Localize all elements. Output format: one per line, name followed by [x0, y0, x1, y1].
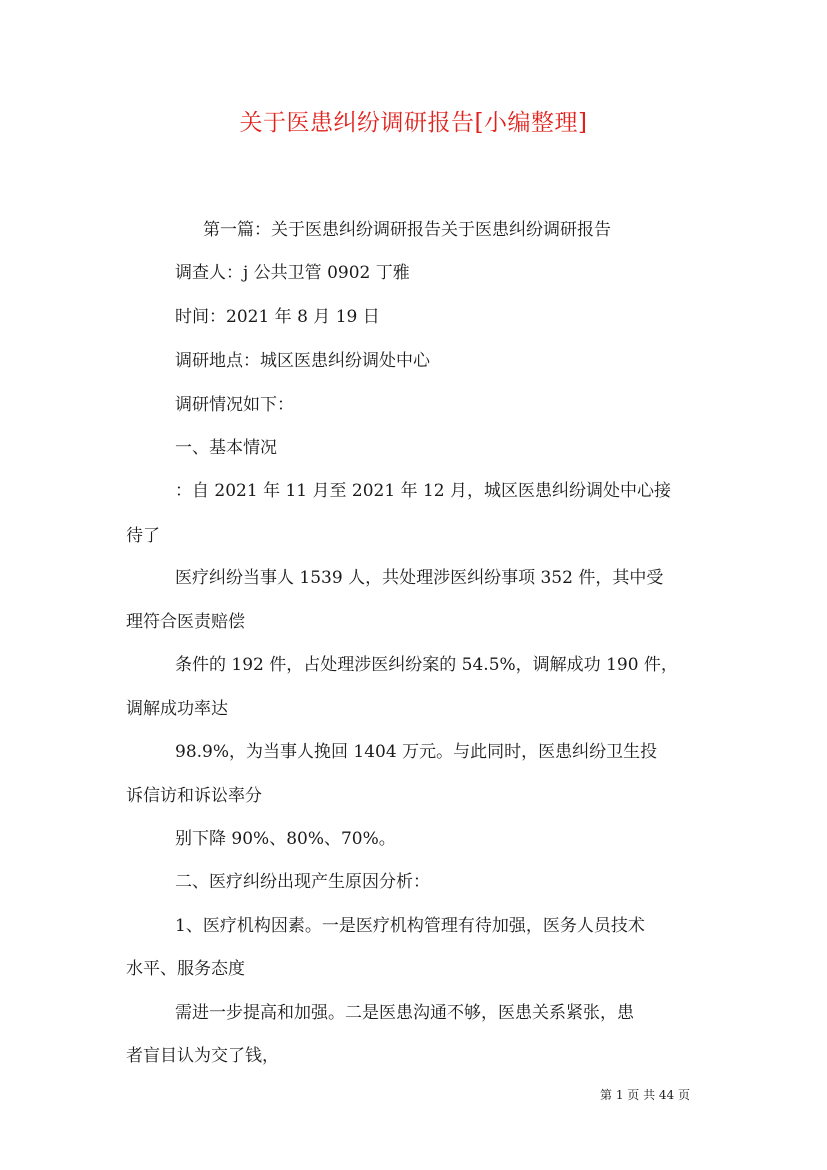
paragraph-line: 调解成功率达: [126, 699, 228, 719]
paragraph-line: ：自 2021 年 11 月至 2021 年 12 月，城区医患纠纷调处中心接: [175, 481, 672, 501]
paragraph-line: 调研地点：城区医患纠纷调处中心: [175, 351, 430, 371]
paragraph-line: 待了: [126, 526, 160, 546]
document-title: 关于医患纠纷调研报告[小编整理]: [239, 110, 588, 136]
paragraph-line: 第一篇：关于医患纠纷调研报告关于医患纠纷调研报告: [203, 220, 611, 240]
section-heading: 一、基本情况: [175, 438, 277, 458]
paragraph-line: 水平、服务态度: [126, 959, 245, 979]
page-number: 第 1 页 共 44 页: [600, 1088, 690, 1102]
paragraph-line: 医疗纠纷当事人 1539 人，共处理涉医纠纷事项 352 件，其中受: [175, 568, 664, 588]
paragraph-line: 者盲目认为交了钱，: [126, 1046, 279, 1066]
paragraph-line: 别下降 90%、80%、70%。: [175, 829, 396, 849]
paragraph-line: 调查人：j 公共卫管 0902 丁雅: [175, 263, 410, 283]
paragraph-line: 时间：2021 年 8 月 19 日: [175, 307, 380, 327]
paragraph-line: 98.9%，为当事人挽回 1404 万元。与此同时，医患纠纷卫生投: [175, 742, 658, 762]
paragraph-line: 需进一步提高和加强。二是医患沟通不够，医患关系紧张，患: [175, 1003, 634, 1023]
paragraph-line: 1、医疗机构因素。一是医疗机构管理有待加强，医务人员技术: [175, 916, 645, 936]
paragraph-line: 条件的 192 件，占处理涉医纠纷案的 54.5%，调解成功 190 件，: [175, 655, 678, 675]
paragraph-line: 理符合医责赔偿: [126, 612, 245, 632]
paragraph-line: 诉信访和诉讼率分: [126, 786, 262, 806]
section-heading: 二、医疗纠纷出现产生原因分析：: [175, 872, 430, 892]
paragraph-line: 调研情况如下：: [175, 395, 294, 415]
